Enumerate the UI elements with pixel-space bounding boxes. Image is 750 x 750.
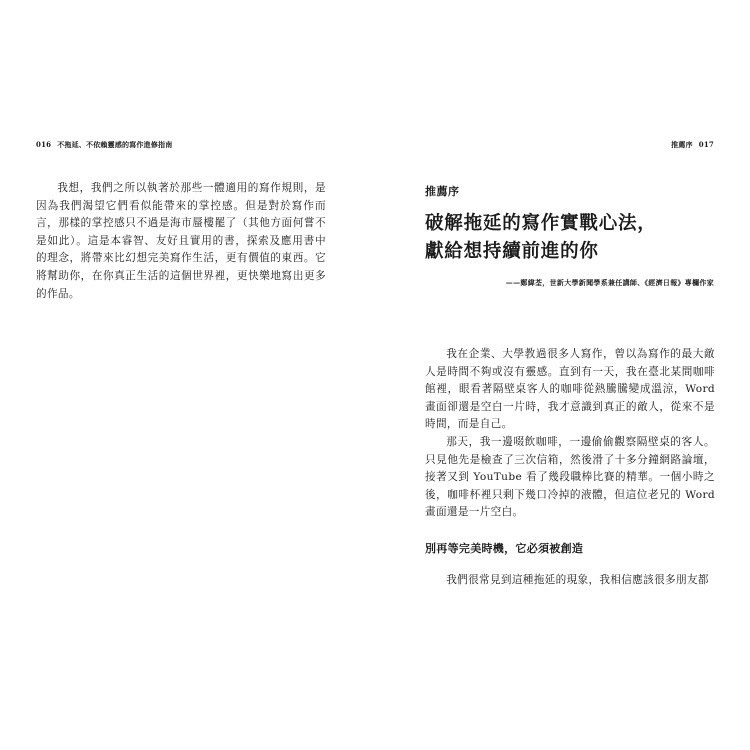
right-body	[425, 346, 715, 522]
right-running-head	[671, 140, 714, 150]
left-running-title: 不拖延、不依賴靈感的寫作進修指南	[57, 140, 173, 149]
section-subheading: 別再等完美時機，它必須被創造	[425, 542, 584, 555]
left-body	[36, 180, 326, 303]
chapter-title-line-2: 獻給想持續前進的你	[425, 241, 599, 262]
left-page-number: 016	[36, 140, 52, 149]
right-body-continued	[425, 572, 715, 590]
right-running-title: 推薦序	[671, 140, 693, 149]
right-page-number: 017	[698, 140, 714, 149]
right-page	[375, 0, 750, 750]
chapter-title-line-1: 破解拖延的寫作實戰心法，	[425, 213, 657, 234]
left-running-head	[36, 140, 172, 150]
left-paragraph: 我想，我們之所以執著於那些一體適用的寫作規則，是因為我們渴望它們看似能帶來的掌控感。但是對於寫作而言，那樣的掌控感只不過是海市蜃樓罷了（其他方面何嘗不是如此）。這是本睿智、友好且實用的書，探索及應用書中的理念，將帶來比幻想完美寫作生活，更有價值的東西。它將幫助你，在你真正生活的這個世界裡，更快樂地寫出更多的作品。	[36, 182, 326, 300]
right-paragraph-3: 我們很常見到這種拖延的現象，我相信應該很多朋友都	[446, 574, 709, 586]
author-byline: ——鄭緯荃，世新大學新聞學系兼任講師、《經濟日報》專欄作家	[505, 278, 714, 287]
right-paragraph-1: 我在企業、大學教過很多人寫作，曾以為寫作的最大敵人是時間不夠或沒有靈感。直到有一天，我在臺北某間咖啡館裡，眼看著隔壁桌客人的咖啡從熱騰騰變成溫涼，Word 畫面卻還是空白一片時，我才意識到真正的敵人，從來不是時間，而是自己。	[425, 348, 715, 431]
right-paragraph-2: 那天，我一邊啜飲咖啡，一邊偷偷觀察隔壁桌的客人。只見他先是檢查了三次信箱，然後滑了十多分鐘網路論壇，接著又到 YouTube 看了幾段職棒比賽的精華。一個小時之後，咖啡杯裡只剩下幾口冷掉的液體，但這位老兄的 Word 畫面還是一片空白。	[425, 435, 715, 519]
chapter-title	[425, 210, 725, 266]
section-kicker: 推薦序	[425, 185, 460, 198]
